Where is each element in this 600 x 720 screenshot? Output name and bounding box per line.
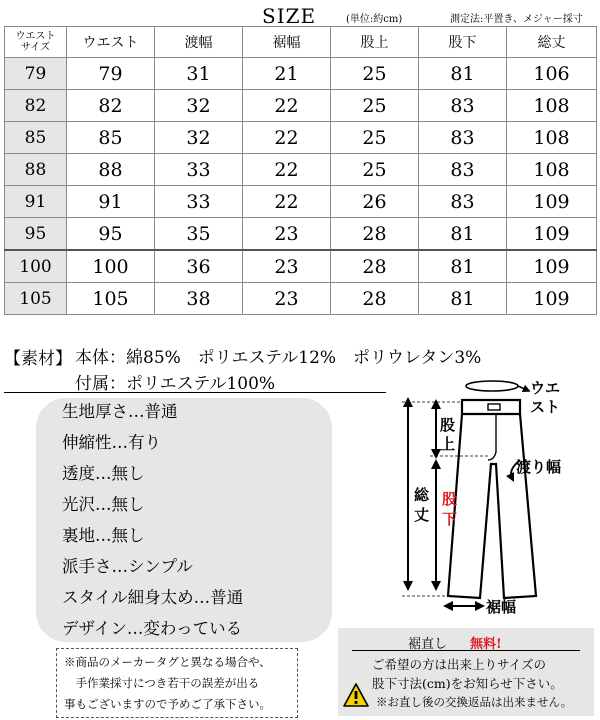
table-cell: 81 [419,58,507,90]
table-cell: 79 [67,58,155,90]
table-cell: 81 [419,218,507,251]
table-cell: 108 [507,122,597,154]
table-cell: 33 [155,154,243,186]
table-cell: 109 [507,218,597,251]
total-length-label-line-2: 丈 [414,506,430,524]
pants-outline [448,400,536,598]
material-accessory-composition: 付属：ポリエステル100% [75,374,276,394]
table-cell: 25 [331,90,419,122]
table-row [5,283,597,315]
alteration-line: ※お直し後の交換返品は出来ません。 [376,695,573,709]
table-cell: 28 [331,250,419,283]
alteration-line: 股下寸法(cm)をお知らせ下さい。 [372,676,563,691]
alteration-line: ご希望の方は出来上りサイズの [372,657,547,672]
warning-icon [342,682,370,708]
thigh-width-label: 渡り幅 [516,458,562,476]
column-header: 股上 [331,27,419,58]
table-cell: 88 [67,154,155,186]
table-cell: 33 [155,186,243,218]
table-cell: 38 [155,283,243,315]
table-row [5,186,597,218]
table-row [5,122,597,154]
table-cell: 81 [419,250,507,283]
table-header-row [5,27,597,58]
table-row [5,250,597,283]
column-header: 渡幅 [155,27,243,58]
waist-measure-marker [466,381,518,391]
table-cell: 100 [67,250,155,283]
alteration-title: 裾直し [408,637,448,652]
table-cell: 108 [507,154,597,186]
note-line: 手作業採寸につき若干の誤差が出る [64,676,260,690]
table-cell: 81 [419,283,507,315]
table-cell: 28 [331,283,419,315]
table-cell: 109 [507,250,597,283]
row-size-label: 85 [5,122,67,154]
table-cell: 83 [419,154,507,186]
table-cell: 22 [243,154,331,186]
inseam-label-line-2: 下 [442,510,458,528]
row-size-label: 82 [5,90,67,122]
table-cell: 83 [419,122,507,154]
table-cell: 105 [67,283,155,315]
property-item: 派手さ…シンプル [62,557,193,576]
column-header: 総丈 [507,27,597,58]
row-size-label: 91 [5,186,67,218]
alteration-title-underline [352,650,580,651]
measurement-method-note: 測定法:平置き、メジャー採寸 [450,14,583,25]
row-size-label: 88 [5,154,67,186]
property-item: デザイン…変わっている [62,619,243,638]
table-cell: 31 [155,58,243,90]
table-row [5,154,597,186]
table-cell: 108 [507,90,597,122]
property-item: 光沢…無し [62,495,145,514]
table-cell: 83 [419,186,507,218]
table-cell: 106 [507,58,597,90]
table-cell: 25 [331,122,419,154]
hem-width-label: 裾幅 [486,598,517,616]
table-cell: 23 [243,218,331,251]
alteration-free-badge: 無料! [470,637,502,652]
divider [4,392,386,393]
table-cell: 25 [331,154,419,186]
total-length-label-line-1: 総 [414,486,430,504]
waist-arrow [518,386,527,390]
table-cell: 82 [67,90,155,122]
table-cell: 26 [331,186,419,218]
size-title: SIZE [262,4,317,28]
table-cell: 95 [67,218,155,251]
table-cell: 32 [155,90,243,122]
table-cell: 36 [155,250,243,283]
row-size-label: 105 [5,283,67,315]
property-item: スタイル細身太め…普通 [62,588,244,607]
table-cell: 85 [67,122,155,154]
row-size-label: 95 [5,218,67,251]
property-item: 伸縮性…有り [62,433,161,452]
table-cell: 32 [155,122,243,154]
property-item: 透度…無し [62,464,145,483]
property-item: 裏地…無し [62,526,145,545]
inseam-label-line-1: 股 [442,490,458,508]
table-cell: 109 [507,186,597,218]
table-cell: 109 [507,283,597,315]
table-cell: 25 [331,58,419,90]
size-table [4,26,597,315]
table-cell: 22 [243,122,331,154]
column-header: 股下 [419,27,507,58]
table-cell: 35 [155,218,243,251]
waist-label-line-2: スト [530,398,561,416]
row-size-label: 100 [5,250,67,283]
material-label: 【素材】 [4,349,72,369]
rise-label-line-2: 上 [440,435,456,453]
column-header: ウエスト [67,27,155,58]
note-line: 事もございますので予めご了承下さい。 [64,697,271,711]
table-cell: 83 [419,90,507,122]
material-body-composition: 本体：綿85% ポリエステル12% ポリウレタン3% [75,348,482,368]
table-cell: 28 [331,218,419,251]
table-row [5,58,597,90]
column-header: 裾幅 [243,27,331,58]
table-row [5,218,597,251]
unit-note: (単位:約cm) [346,14,403,25]
corner-line-2: サイズ [20,42,51,53]
table-cell: 23 [243,283,331,315]
table-cell: 22 [243,90,331,122]
table-cell: 91 [67,186,155,218]
table-cell: 21 [243,58,331,90]
row-size-label: 79 [5,58,67,90]
table-cell: 22 [243,186,331,218]
corner-header [5,27,67,58]
rise-label-line-1: 股 [440,416,456,434]
note-line: ※商品のメーカータグと異なる場合や、 [64,655,271,669]
table-row [5,90,597,122]
table-cell: 23 [243,250,331,283]
property-item: 生地厚さ…普通 [62,402,178,421]
waist-label-line-1: ウエ [530,379,561,397]
corner-line-1: ウエスト [15,31,56,42]
